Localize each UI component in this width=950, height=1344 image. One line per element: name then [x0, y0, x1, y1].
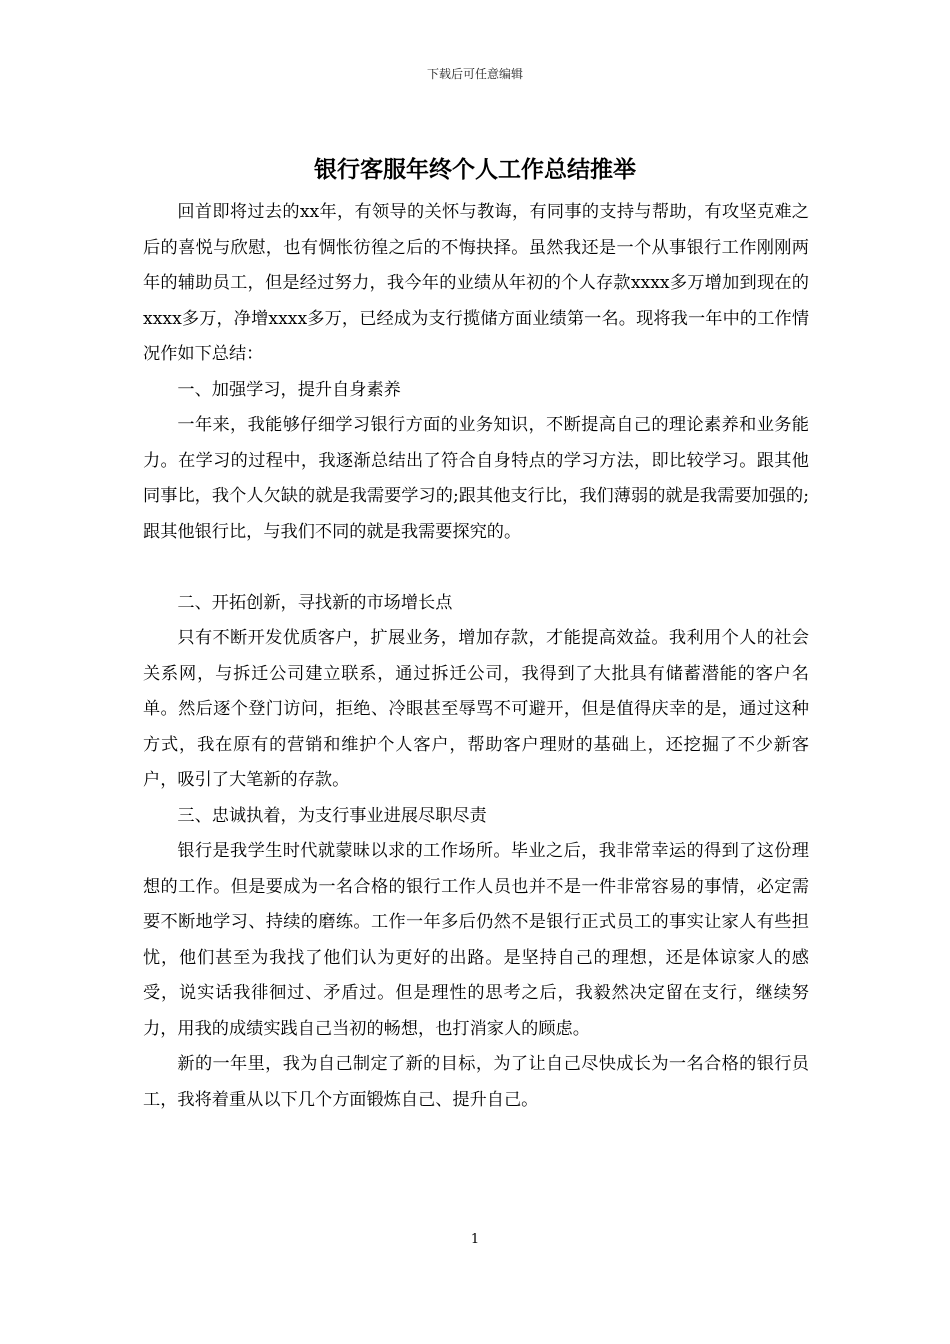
page-number: 1	[470, 1232, 480, 1247]
header-note: 下载后可任意编辑	[426, 67, 523, 81]
section-heading-2: 二、开拓创新，寻找新的市场增长点	[177, 592, 453, 613]
intro-paragraph: 回首即将过去的xx年，有领导的关怀与教诲，有同事的支持与帮助，有攻坚克难之后的喜悦与欣慰，也有惆怅彷徨之后的不悔抉择。虽然我还是一个从事银行工作刚刚两年的辅助员工，但是经过努力，我今年的业绩从年初的个人存款xxxx多万增加到现在的xxxx多万，净增xxxx多万，已经成为支行揽储方面业绩第一名。现将我一年中的工作情况作如下总结：	[143, 202, 809, 364]
section-paragraph-2: 只有不断开发优质客户，扩展业务，增加存款，才能提高效益。我利用个人的社会关系网，与拆迁公司建立联系，通过拆迁公司，我得到了大批具有储蓄潜能的客户名单。然后逐个登门访问，拒绝、冷眼甚至辱骂不可避开，但是值得庆幸的是，通过这种方式，我在原有的营销和维护个人客户，帮助客户理财的基础上，还挖掘了不少新客户，吸引了大笔新的存款。	[143, 628, 809, 790]
section-paragraph-3: 银行是我学生时代就蒙昧以求的工作场所。毕业之后，我非常幸运的得到了这份理想的工作。但是要成为一名合格的银行工作人员也并不是一件非常容易的事情，必定需要不断地学习、持续的磨练。工作一年多后仍然不是银行正式员工的事实让家人有些担忧，他们甚至为我找了他们认为更好的出路。是坚持自己的理想，还是体谅家人的感受，说实话我徘徊过、矛盾过。但是理性的思考之后，我毅然决定留在支行，继续努力，用我的成绩实践自己当初的畅想，也打消家人的顾虑。	[143, 841, 809, 1039]
closing-paragraph: 新的一年里，我为自己制定了新的目标，为了让自己尽快成长为一名合格的银行员工，我将着重从以下几个方面锻炼自己、提升自己。	[143, 1054, 809, 1110]
section-heading-3: 三、忠诚执着，为支行事业进展尽职尽责	[177, 805, 487, 826]
section-heading-1: 一、加强学习，提升自身素养	[177, 379, 401, 400]
document-body	[143, 195, 809, 1118]
document-title: 银行客服年终个人工作总结推举	[314, 156, 636, 183]
section-paragraph-1: 一年来，我能够仔细学习银行方面的业务知识，不断提高自己的理论素养和业务能力。在学习的过程中，我逐渐总结出了符合自身特点的学习方法，即比较学习。跟其他同事比，我个人欠缺的就是我需要学习的;跟其他支行比，我们薄弱的就是我需要加强的;跟其他银行比，与我们不同的就是我需要探究的。	[143, 415, 809, 542]
